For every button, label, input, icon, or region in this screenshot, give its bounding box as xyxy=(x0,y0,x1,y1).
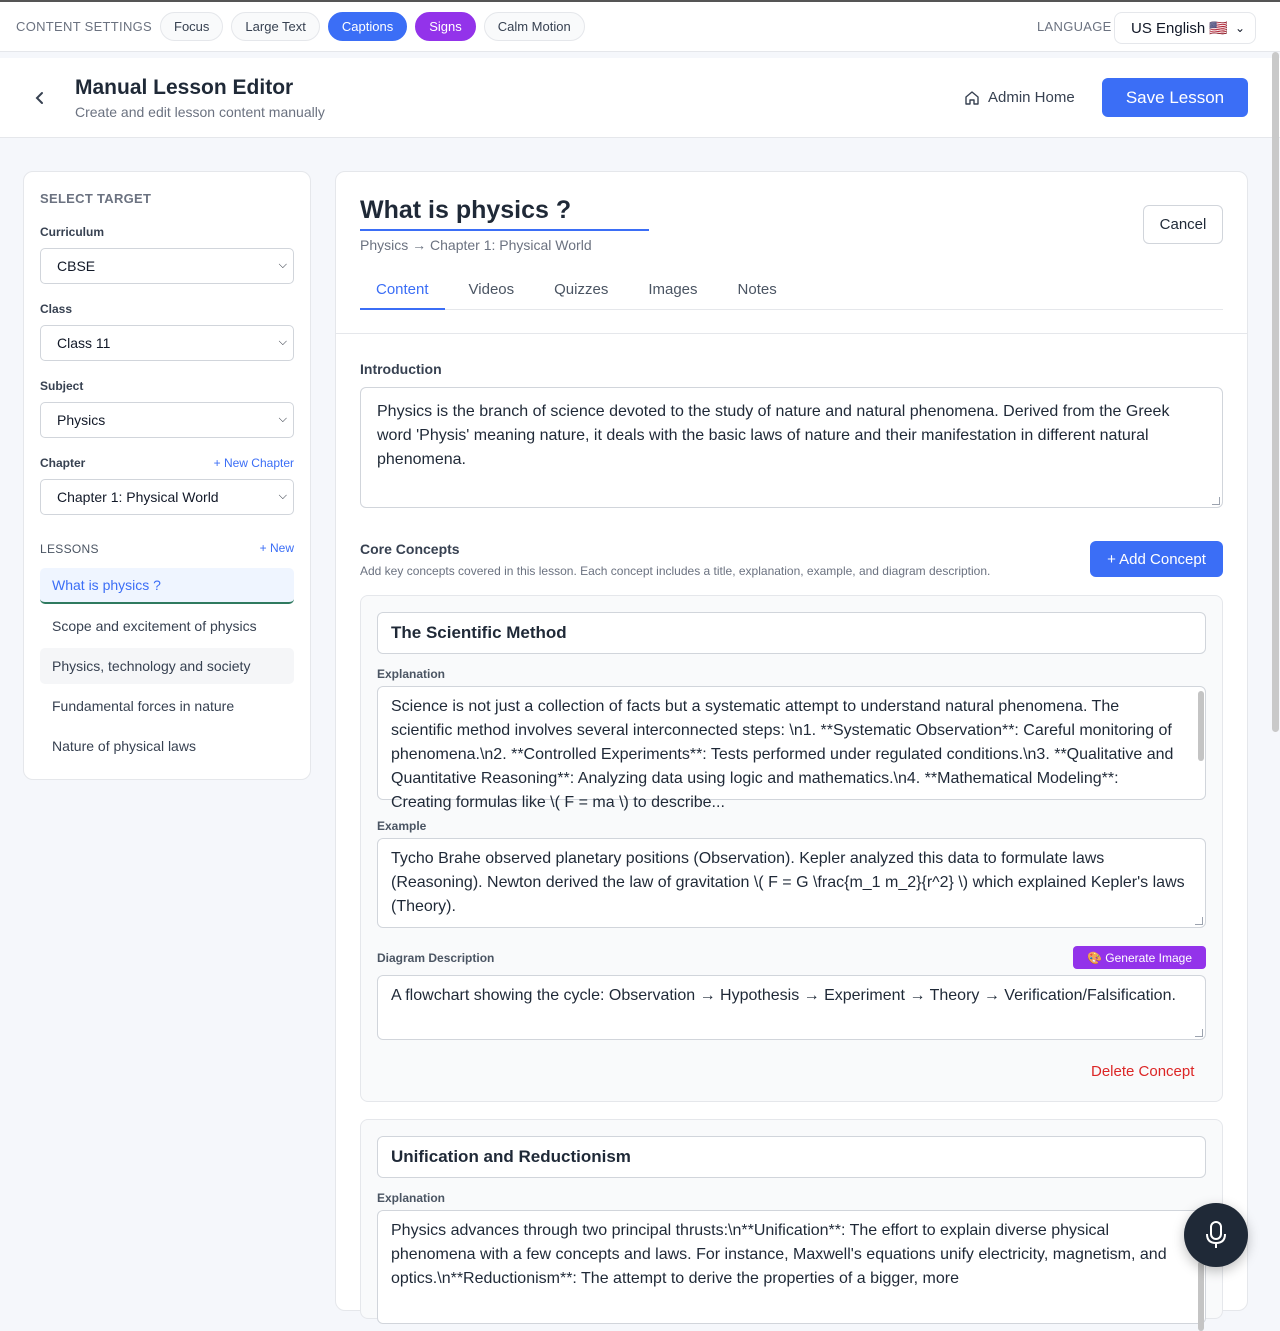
language-value: US English 🇺🇸 xyxy=(1131,20,1229,37)
textarea-scrollbar[interactable] xyxy=(1198,691,1204,761)
home-icon xyxy=(964,90,980,106)
explanation-label: Explanation xyxy=(377,667,446,681)
explanation-label: Explanation xyxy=(377,1191,446,1205)
microphone-icon xyxy=(1203,1220,1229,1250)
language-label: LANGUAGE xyxy=(1037,19,1112,34)
resize-handle-icon[interactable] xyxy=(1195,1029,1203,1037)
lesson-title-input[interactable]: What is physics ? xyxy=(360,196,649,231)
diagram-description-textarea[interactable] xyxy=(377,975,1206,1040)
curriculum-label: Curriculum xyxy=(40,225,105,239)
class-value: Class 11 xyxy=(57,335,111,351)
voice-input-button[interactable] xyxy=(1184,1203,1248,1267)
explanation-textarea[interactable] xyxy=(377,686,1206,811)
resize-handle-icon[interactable] xyxy=(1195,917,1203,925)
tab-notes[interactable]: Notes xyxy=(737,281,777,298)
class-select[interactable] xyxy=(40,325,294,361)
admin-home-link[interactable] xyxy=(964,89,1075,106)
new-chapter-link[interactable]: + New Chapter xyxy=(213,456,294,470)
large-text-chip[interactable]: Large Text xyxy=(231,12,319,41)
example-text: Tycho Brahe observed planetary positions (Observation). Kepler analyzed this data to formulate laws (Reasoning). Newton derived the law of gravitation \( F = G \frac{m_1 m_2}{r^2} \) which explained Kepler's laws (Theory). xyxy=(391,850,1185,915)
select-target-title: SELECT TARGET xyxy=(40,191,152,206)
introduction-textarea[interactable] xyxy=(360,387,1223,508)
core-concepts-label: Core Concepts xyxy=(360,541,460,557)
lesson-item[interactable]: Fundamental forces in nature xyxy=(52,698,235,714)
chapter-label: Chapter xyxy=(40,456,86,470)
calm-motion-chip[interactable]: Calm Motion xyxy=(484,12,585,41)
core-concepts-description: Add key concepts covered in this lesson. Each concept includes a title, explanation, example, and diagram description. xyxy=(360,564,991,578)
focus-chip[interactable]: Focus xyxy=(160,12,223,41)
save-lesson-button[interactable]: Save Lesson xyxy=(1102,78,1248,117)
explanation-text: Science is not just a collection of facts but a systematic attempt to understand natural phenomena. The scientific method involves several interconnected steps: \n1. **Systematic Observation**: Careful monitoring of phenomena.\n2. **Controlled Experiments**: Tests performed under regulated conditions.\n3. **Qualitative and Quantitative Reasoning**: Analyzing data using logic and mathematics.\n4. **Mathematical Modeling**: Creating formulas like \( F = ma \) to describe... xyxy=(391,698,1174,811)
introduction-text: Physics is the branch of science devoted to the study of nature and natural phenomena. Derived from the Greek word 'Physis' meaning nature, it deals with the basic laws of nature and their manifestation in different natural phenomena. xyxy=(377,403,1170,468)
new-lesson-link[interactable]: + New xyxy=(259,541,294,555)
example-textarea[interactable] xyxy=(377,838,1206,928)
diagram-description-text: A flowchart showing the cycle: Observation → Hypothesis → Experiment → Theory → Verification/Falsification. xyxy=(391,987,1176,1004)
cancel-button[interactable]: Cancel xyxy=(1143,205,1223,244)
admin-home-label: Admin Home xyxy=(988,89,1075,106)
concept-title-input[interactable]: Unification and Reductionism xyxy=(377,1136,1206,1178)
example-label: Example xyxy=(377,819,427,833)
chevron-down-icon: ⌵ xyxy=(278,336,287,348)
page-header xyxy=(0,58,1280,138)
lesson-item[interactable]: Physics, technology and society xyxy=(40,648,294,684)
lessons-label: LESSONS xyxy=(40,542,99,556)
tab-videos[interactable]: Videos xyxy=(468,281,515,298)
tab-images[interactable]: Images xyxy=(648,281,698,298)
textarea-scrollbar[interactable] xyxy=(1198,1261,1204,1331)
concept-title-input[interactable]: The Scientific Method xyxy=(377,612,1206,654)
curriculum-select[interactable] xyxy=(40,248,294,284)
page-title: Manual Lesson Editor xyxy=(75,76,294,99)
concept-card xyxy=(360,595,1223,1102)
content-settings-label: CONTENT SETTINGS xyxy=(16,19,153,34)
divider xyxy=(336,333,1247,334)
page-scrollbar[interactable] xyxy=(1272,52,1279,732)
diagram-description-label: Diagram Description xyxy=(377,951,495,965)
editor-tabs xyxy=(360,271,1223,310)
lesson-item[interactable]: Scope and excitement of physics xyxy=(52,618,257,634)
lesson-editor-card xyxy=(335,171,1248,1311)
tab-quizzes[interactable]: Quizzes xyxy=(554,281,609,298)
chevron-down-icon: ⌵ xyxy=(278,413,287,425)
chevron-down-icon: ⌵ xyxy=(278,259,287,271)
language-select[interactable] xyxy=(1114,12,1256,44)
resize-handle-icon[interactable] xyxy=(1212,497,1220,505)
subject-select[interactable] xyxy=(40,402,294,438)
chevron-down-icon: ⌄ xyxy=(1234,21,1245,35)
select-target-panel xyxy=(23,171,311,780)
add-concept-button[interactable]: + Add Concept xyxy=(1090,541,1223,577)
captions-chip[interactable]: Captions xyxy=(328,12,407,41)
chapter-select[interactable] xyxy=(40,479,294,515)
page-subtitle: Create and edit lesson content manually xyxy=(75,104,325,120)
chevron-down-icon: ⌵ xyxy=(278,490,287,502)
lesson-item[interactable]: What is physics ? xyxy=(40,568,294,604)
lesson-item[interactable]: Nature of physical laws xyxy=(52,738,196,754)
curriculum-value: CBSE xyxy=(57,258,96,274)
signs-chip[interactable]: Signs xyxy=(415,12,476,41)
tab-content[interactable]: Content xyxy=(360,271,445,310)
chapter-value: Chapter 1: Physical World xyxy=(57,489,219,505)
explanation-textarea[interactable] xyxy=(377,1210,1206,1324)
subject-label: Subject xyxy=(40,379,84,393)
class-label: Class xyxy=(40,302,73,316)
delete-concept-button[interactable]: Delete Concept xyxy=(1091,1063,1195,1080)
breadcrumb: Physics → Chapter 1: Physical World xyxy=(360,237,592,253)
introduction-label: Introduction xyxy=(360,361,442,377)
back-arrow-icon[interactable] xyxy=(28,86,52,110)
concept-card xyxy=(360,1119,1223,1319)
explanation-text: Physics advances through two principal thrusts:\n**Unification**: The effort to explain diverse physical phenomena with a few concepts and laws. For instance, Maxwell's equations unify electricity, magnetism, and optics.\n**Reductionism**: The attempt to derive the properties of a bigger, more xyxy=(391,1222,1167,1287)
content-settings-bar xyxy=(0,0,1280,52)
subject-value: Physics xyxy=(57,412,106,428)
generate-image-button[interactable]: 🎨 Generate Image xyxy=(1073,946,1206,969)
